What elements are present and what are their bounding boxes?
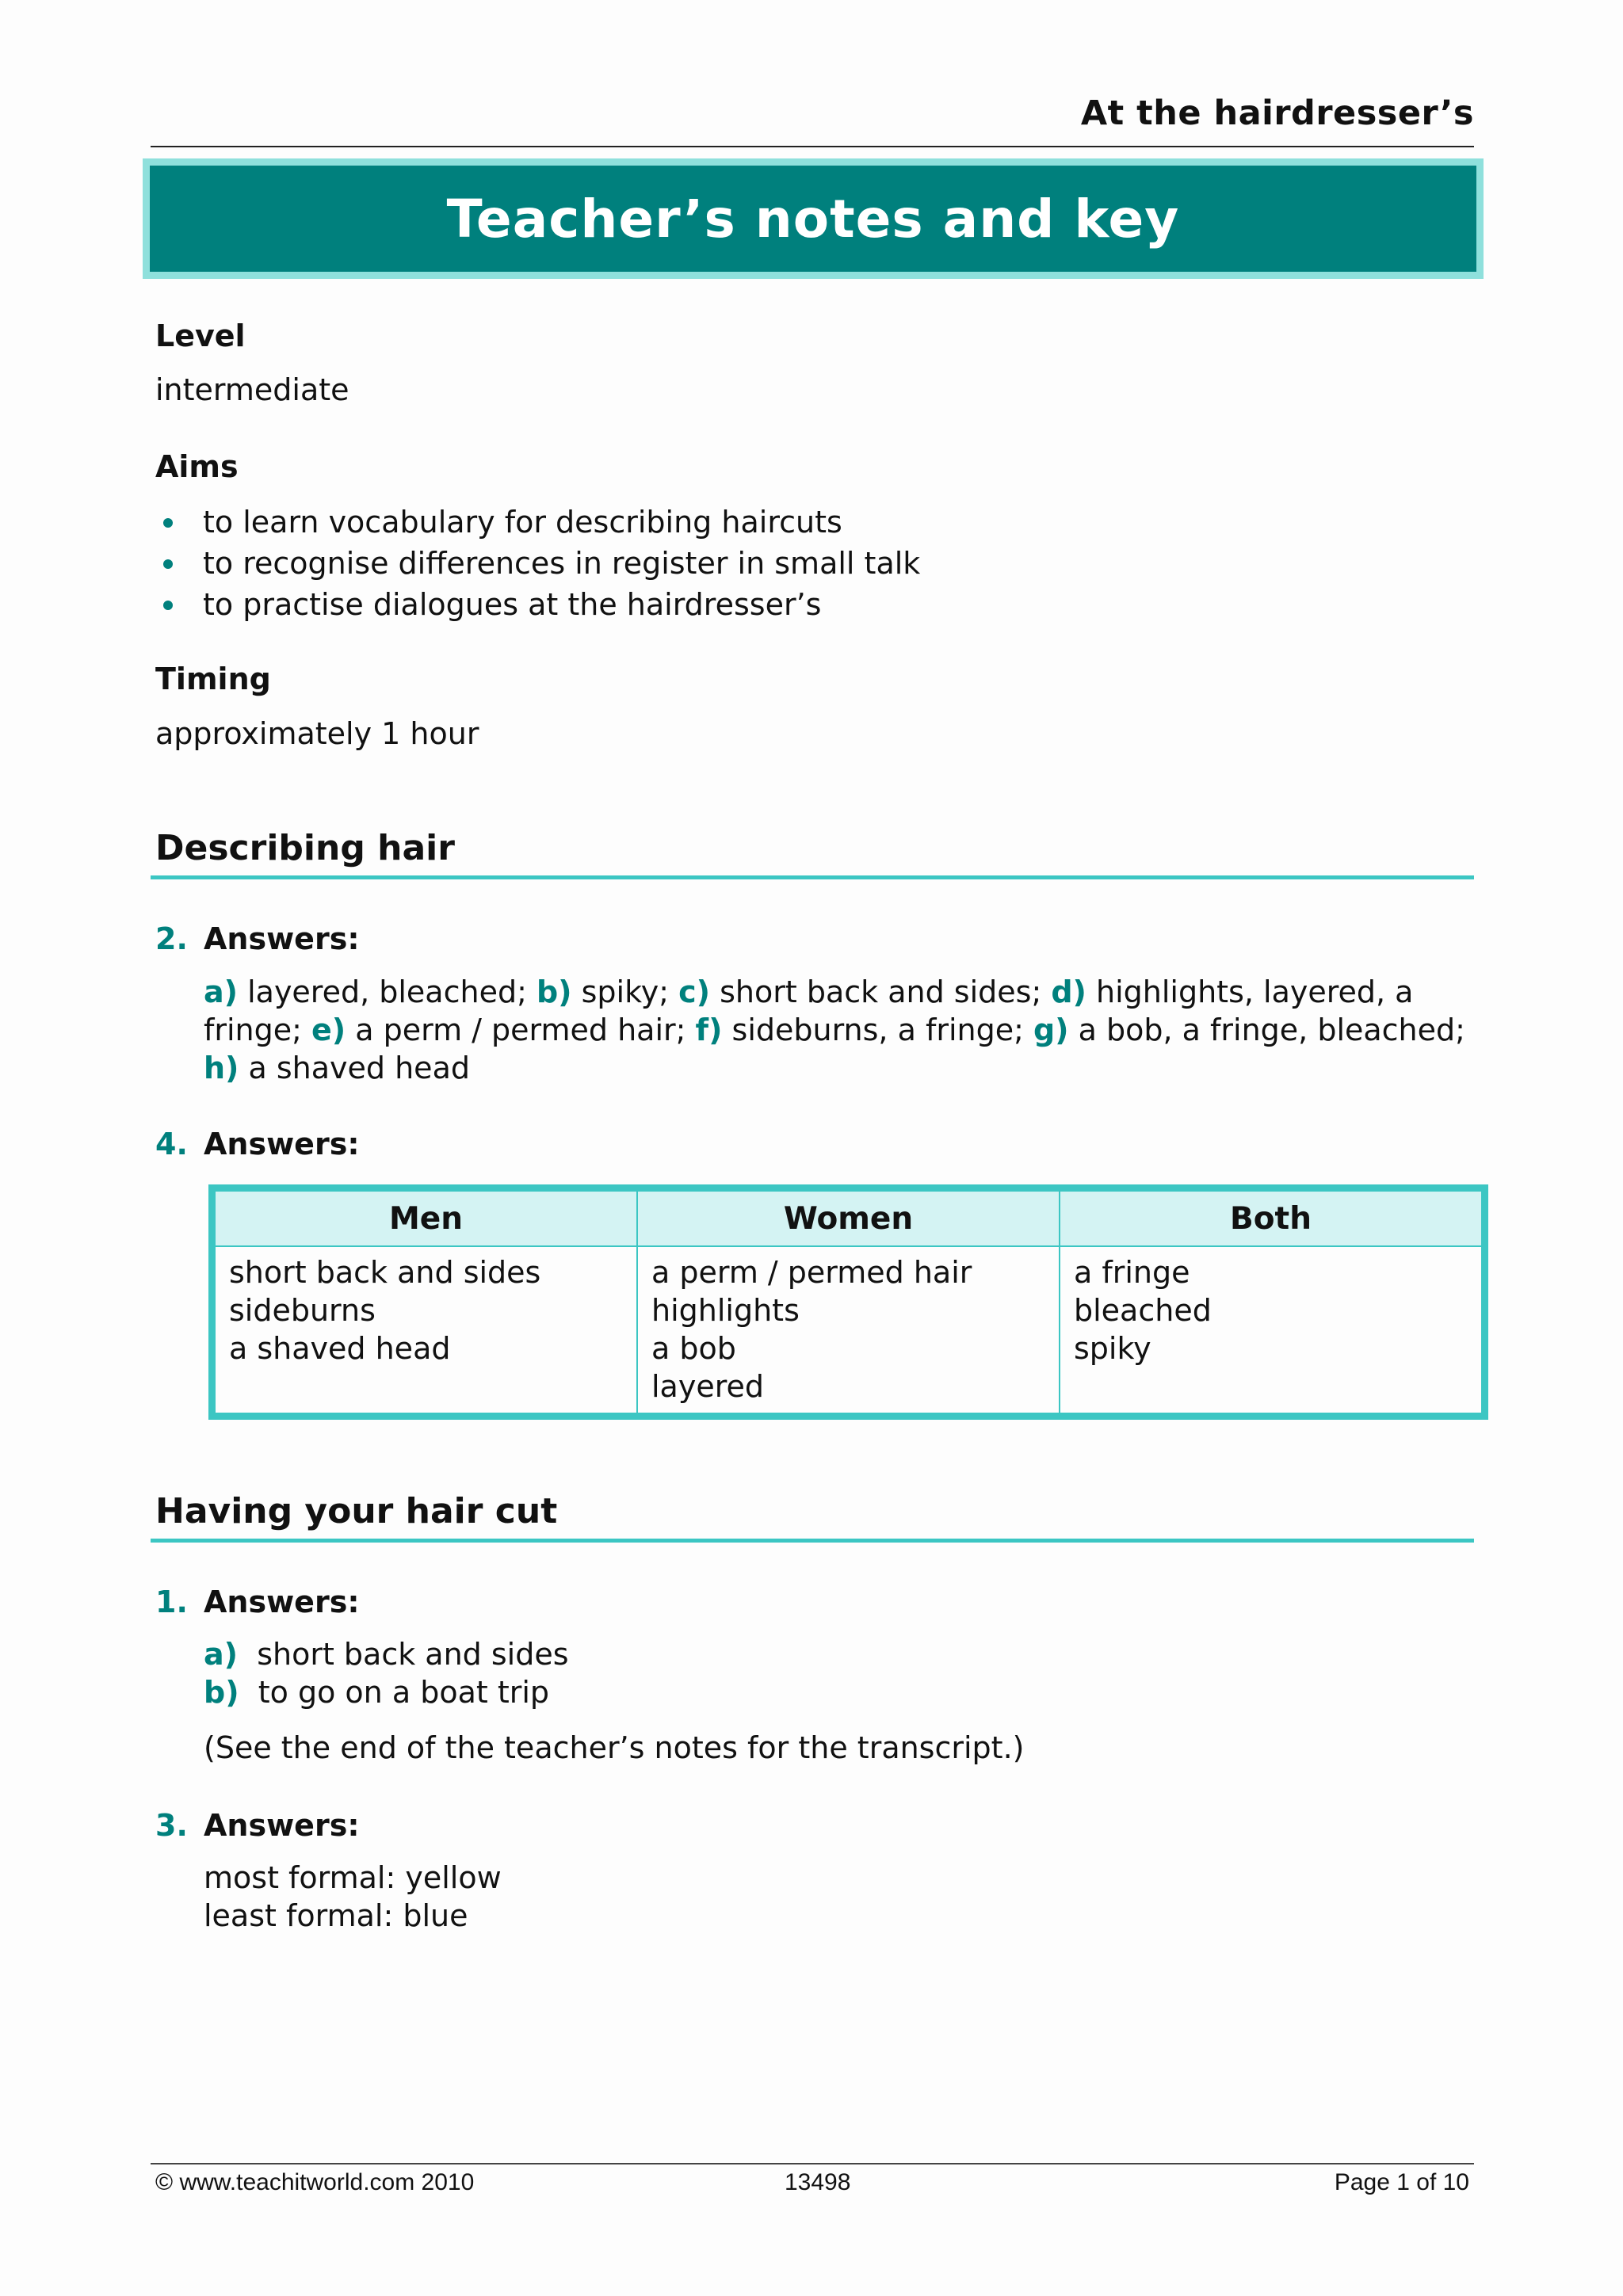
table-header-both: Both [1060,1191,1482,1246]
title-banner-inner [150,166,1476,272]
answer-text: short back and sides; [710,974,1052,1009]
cell-item: short back and sides [229,1255,541,1290]
footer-code: 13498 [785,2169,851,2195]
aims-list-item [155,543,920,584]
question-number: 4. [155,1127,188,1161]
answer-text: a perm / permed hair; [346,1013,696,1047]
bullet-icon [163,601,173,610]
answer-key: h) [204,1051,239,1085]
level-label: Level [155,318,246,353]
cell-item: a fringe [1074,1255,1190,1290]
section-heading-having-hair-cut [151,1491,1474,1543]
section-heading-describing-hair [151,828,1474,879]
footer-page-number: Page 1 of 10 [1334,2169,1469,2195]
aim-text: to recognise differences in register in small talk [203,546,921,581]
answer-line [204,1635,569,1673]
answers-table [208,1184,1488,1420]
question-number: 3. [155,1808,188,1843]
question-label: Answers: [204,1808,360,1843]
answer-text: a bob, a fringe, bleached; [1068,1013,1465,1047]
answer-line: least formal: blue [204,1898,468,1933]
section-title: Describing hair [155,828,455,868]
document-title: At the hairdresser’s [1080,93,1474,133]
answers-paragraph [204,973,1480,1087]
footer-copyright: © www.teachitworld.com 2010 [155,2169,475,2195]
title-banner [143,158,1484,279]
answer-key: c) [678,974,711,1009]
aim-text: to learn vocabulary for describing haircuts [203,505,842,540]
cell-item: a perm / permed hair [651,1255,972,1290]
answer-text: short back and sides [257,1637,569,1672]
timing-value: approximately 1 hour [155,716,479,751]
cell-item: bleached [1074,1293,1212,1328]
answer-text: layered, bleached; [238,974,537,1009]
bullet-icon [163,559,173,569]
table-row [215,1246,1482,1413]
table-cell-both [1060,1246,1482,1413]
answer-text: spiky; [571,974,679,1009]
question-label: Answers: [204,1585,360,1619]
table-header-women: Women [637,1191,1060,1246]
timing-label: Timing [155,662,271,696]
question-label: Answers: [204,1127,360,1161]
page-footer [151,2163,1474,2196]
level-value: intermediate [155,372,349,407]
cell-item: a shaved head [229,1331,451,1366]
banner-title: Teacher’s notes and key [446,188,1180,250]
answer-key: b) [536,974,572,1009]
table-header-row [215,1191,1482,1246]
cell-item: layered [651,1369,764,1404]
answer-key: a) [204,974,239,1009]
aim-text: to practise dialogues at the hairdresser’s [203,587,822,622]
answer-key: b) [204,1675,239,1710]
answer-line [204,1673,549,1711]
cell-item: sideburns [229,1293,376,1328]
cell-item: a bob [651,1331,736,1366]
answer-text: a shaved head [239,1051,470,1085]
table-cell-men [215,1246,637,1413]
answer-key: g) [1033,1013,1069,1047]
answer-key: f) [695,1013,723,1047]
question-label: Answers: [204,921,360,956]
table-cell-women [637,1246,1060,1413]
cell-item: spiky [1074,1331,1151,1366]
aims-list-item [155,584,920,625]
answer-line: most formal: yellow [204,1860,502,1895]
answer-key: e) [311,1013,346,1047]
answer-text: highlights, layered, a fringe; [204,974,1414,1047]
answer-text: to go on a boat trip [258,1675,550,1710]
answer-text: sideburns, a fringe; [722,1013,1033,1047]
question-number: 2. [155,921,188,956]
question-number: 1. [155,1585,188,1619]
answer-key: a) [204,1637,239,1672]
aims-list [155,502,920,625]
aims-label: Aims [155,449,239,484]
transcript-note: (See the end of the teacher’s notes for the transcript.) [204,1730,1025,1765]
section-title: Having your hair cut [155,1491,558,1531]
answer-key: d) [1051,974,1086,1009]
bullet-icon [163,518,173,528]
cell-item: highlights [651,1293,800,1328]
document-header [151,89,1474,147]
table-header-men: Men [215,1191,637,1246]
aims-list-item [155,502,920,543]
